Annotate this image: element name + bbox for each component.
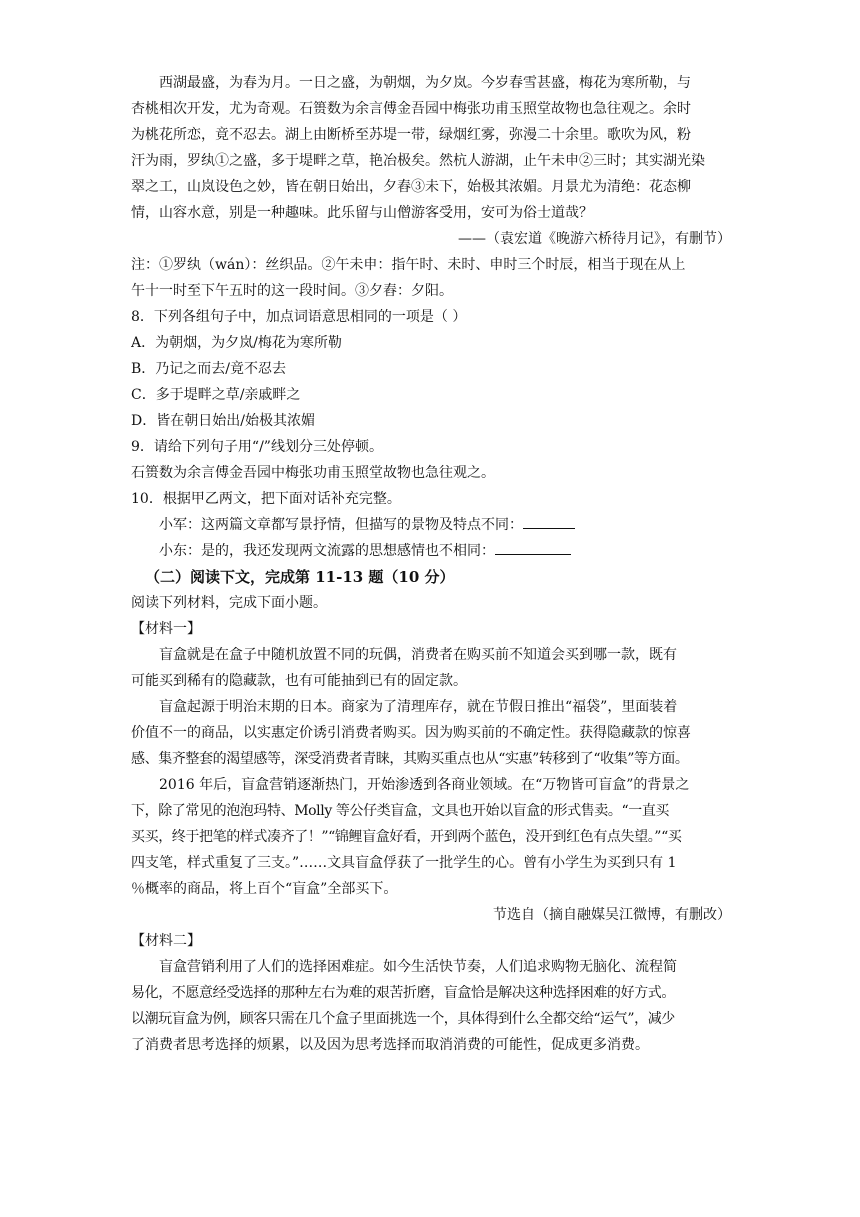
- question-8-option-d: D．皆在朝日始出/始极其浓媚: [131, 413, 315, 429]
- material-2-line: 盲盒营销利用了人们的选择困难症。如今生活快节奏，人们追求购物无脑化、流程简: [159, 959, 677, 975]
- answer-blank[interactable]: [523, 512, 575, 529]
- section-2-intro: 阅读下列材料，完成下面小题。: [131, 595, 327, 611]
- passage-source: ——（袁宏道《晚游六桥待月记》，有删节）: [458, 231, 731, 247]
- material-1-line: 可能买到稀有的隐藏款，也有可能抽到已有的固定款。: [131, 673, 467, 689]
- passage-line: 杏桃相次开发，尤为奇观。石篑数为余言傅金吾园中梅张功甫玉照堂故物也急往观之。余时: [131, 101, 691, 117]
- material-1-line: 四支笔，样式重复了三支。”……文具盲盒俘获了一批学生的心。曾有小学生为买到只有 1: [131, 855, 677, 871]
- section-2-heading: （二）阅读下文，完成第 11-13 题（10 分）: [145, 568, 455, 586]
- question-8-option-b: B．乃记之而去/竟不忍去: [131, 361, 287, 377]
- material-2-label: 【材料二】: [131, 933, 201, 949]
- material-1-line: 感、集齐整套的渴望感等，深受消费者青睐，其购买重点也从“实惠”转移到了“收集”等方面。: [131, 751, 689, 767]
- material-1-line: 价值不一的商品，以实惠定价诱引消费者购买。因为购买前的不确定性。获得隐藏款的惊喜: [131, 725, 691, 741]
- dialogue-text: 小军：这两篇文章都写景抒情，但描写的景物及特点不同：: [159, 517, 523, 533]
- passage-line: 情，山容水意，别是一种趣味。此乐留与山僧游客受用，安可为俗士道哉？: [131, 205, 593, 221]
- passage-line: 为桃花所恋，竟不忍去。湖上由断桥至苏堤一带，绿烟红雾，弥漫二十余里。歌吹为风，粉: [131, 127, 691, 143]
- question-10-stem: 10．根据甲乙两文，把下面对话补充完整。: [131, 491, 401, 507]
- material-1-label: 【材料一】: [131, 621, 201, 637]
- dialogue-text: 小东：是的，我还发现两文流露的思想感情也不相同：: [159, 543, 495, 559]
- material-2-line: 以潮玩盲盒为例，顾客只需在几个盒子里面挑选一个，具体得到什么全都交给“运气”，减少: [131, 1011, 675, 1027]
- material-2-line: 了消费者思考选择的烦累，以及因为思考选择而取消消费的可能性，促成更多消费。: [131, 1037, 649, 1053]
- material-1-line: 盲盒就是在盒子中随机放置不同的玩偶，消费者在购买前不知道会买到哪一款，既有: [159, 647, 677, 663]
- question-8-stem: 8．下列各组句子中，加点词语意思相同的一项是（ ）: [131, 309, 467, 325]
- material-1-line: ％概率的商品，将上百个“盲盒”全部买下。: [131, 881, 398, 897]
- question-8-option-c: C．多于堤畔之草/亲戚畔之: [131, 387, 301, 403]
- material-2-line: 易化，不愿意经受选择的那种左右为难的艰苦折磨，盲盒恰是解决这种选择困难的好方式。: [131, 985, 675, 1001]
- question-9-stem: 9．请给下列句子用“/”线划分三处停顿。: [131, 439, 383, 455]
- question-10-dialogue-2: [131, 538, 731, 564]
- material-1-source: 节选自（摘自融媒吴江微博，有删改）: [493, 907, 731, 923]
- answer-blank[interactable]: [495, 538, 571, 555]
- document-content: [131, 70, 731, 1058]
- material-1-line: 盲盒起源于明治末期的日本。商家为了清理库存，就在节假日推出“福袋”，里面装着: [159, 699, 678, 715]
- question-8-option-a: A．为朝烟，为夕岚/梅花为寒所勒: [131, 335, 342, 351]
- material-1-line: 买买，终于把笔的样式凑齐了！”“锦鲤盲盒好看，开到两个蓝色，没开到红色有点失望。”“买: [131, 829, 682, 845]
- passage-note: 注：①罗纨（wán）：丝织品。②午未申：指午时、未时、申时三个时辰，相当于现在从上: [131, 257, 686, 273]
- question-10-dialogue-1: [131, 512, 731, 538]
- passage-line: 汗为雨，罗纨①之盛，多于堤畔之草，艳冶极矣。然杭人游湖，止午未申②三时；其实湖光染: [131, 153, 705, 169]
- material-1-line: 下，除了常见的泡泡玛特、Molly 等公仔类盲盒，文具也开始以盲盒的形式售卖。“一直买: [131, 803, 670, 819]
- material-1-line: 2016 年后，盲盒营销逐渐热门，开始渗透到各商业领域。在“万物皆可盲盒”的背景之: [159, 777, 690, 793]
- passage-line: 翠之工，山岚设色之妙，皆在朝日始出，夕舂③未下，始极其浓媚。月景尤为清绝：花态柳: [131, 179, 691, 195]
- passage-note: 午十一时至下午五时的这一段时间。③夕舂：夕阳。: [131, 283, 453, 299]
- passage-line: 西湖最盛，为春为月。一日之盛，为朝烟，为夕岚。今岁春雪甚盛，梅花为寒所勒，与: [159, 75, 691, 91]
- question-9-sentence: 石篑数为余言傅金吾园中梅张功甫玉照堂故物也急往观之。: [131, 465, 495, 481]
